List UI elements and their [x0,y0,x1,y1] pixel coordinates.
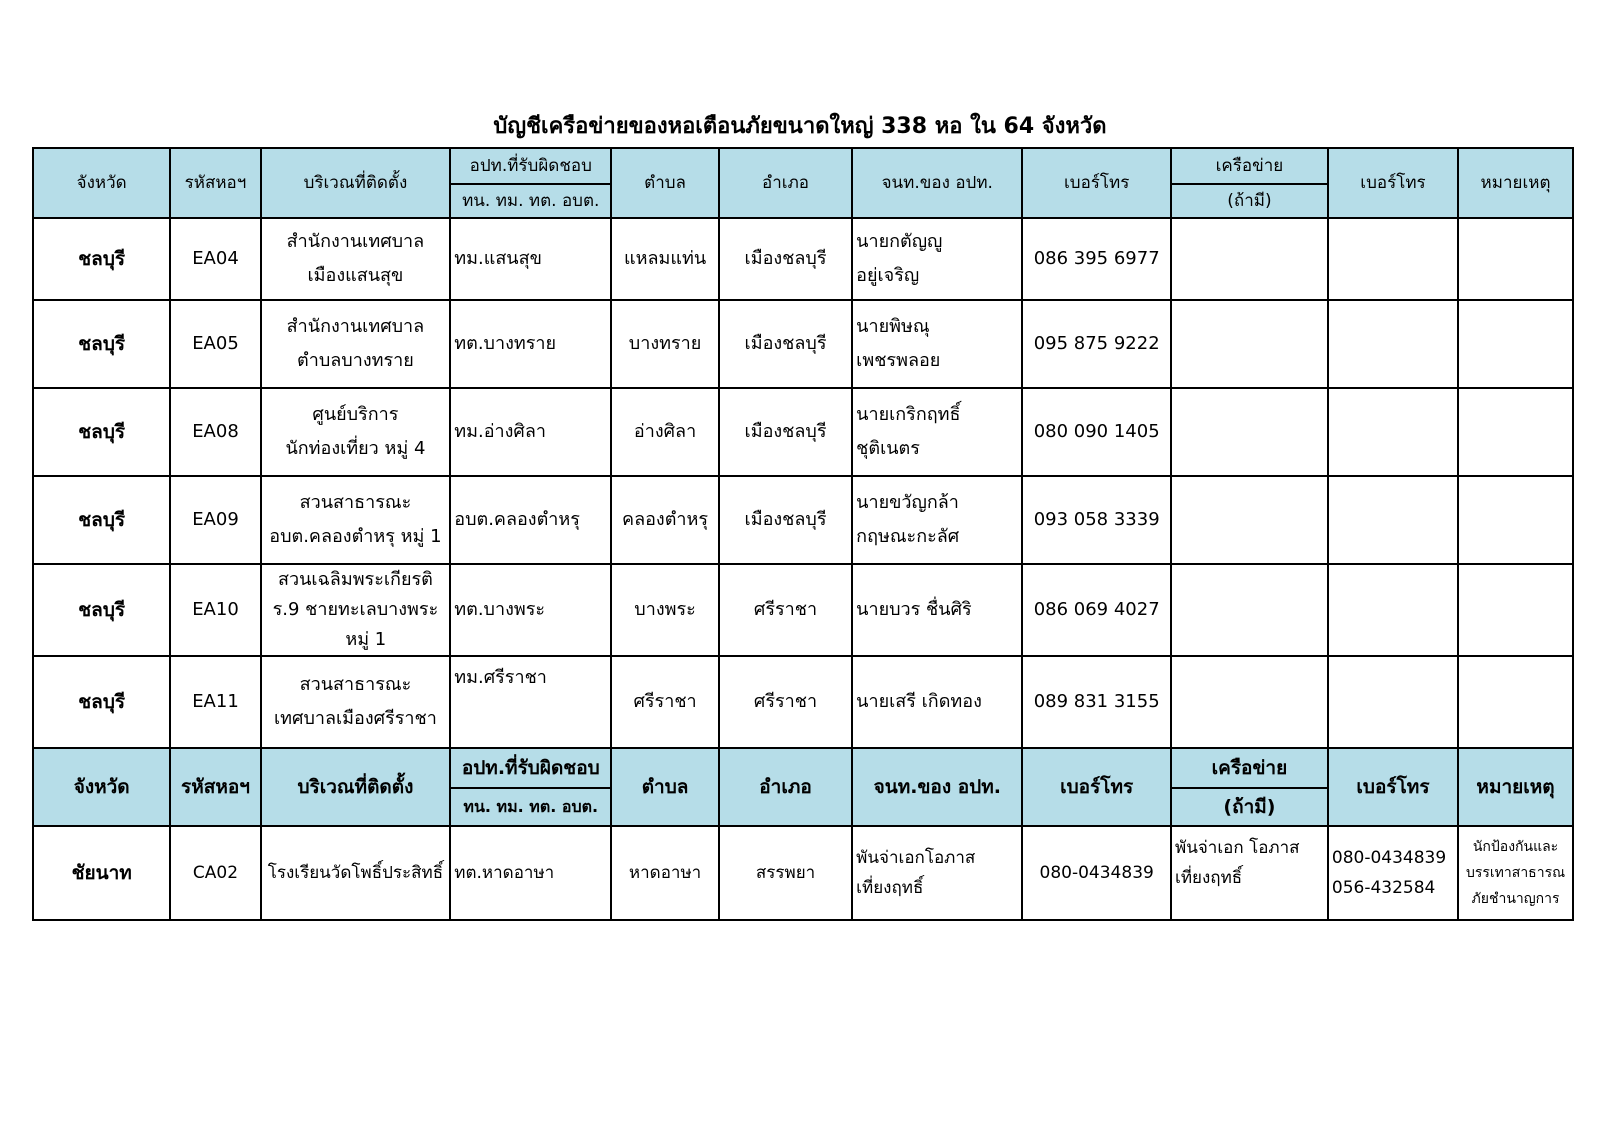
cell-network [1171,300,1328,388]
cell-code: EA11 [170,656,260,748]
cell-code: EA04 [170,218,260,300]
cell-officer: พันจ่าเอกโอภาส เที่ยงฤทธิ์ [852,826,1022,920]
cell-network [1171,388,1328,476]
col-phone2: เบอร์โทร [1328,148,1458,218]
cell-district: ศรีราชา [719,656,852,748]
col-phone2: เบอร์โทร [1328,748,1458,826]
table-row [33,476,1573,564]
cell-network: พันจ่าเอก โอภาส เที่ยงฤทธิ์ [1171,826,1328,920]
cell-remark [1458,656,1573,748]
cell-subdistrict: ศรีราชา [611,656,719,748]
cell-subdistrict: อ่างศิลา [611,388,719,476]
cell-remark [1458,476,1573,564]
cell-subdistrict: หาดอาษา [611,826,719,920]
cell-phone: 080 090 1405 [1022,388,1171,476]
cell-lao: อบต.คลองตำหรุ [450,476,611,564]
cell-subdistrict: แหลมแท่น [611,218,719,300]
cell-phone: 086 069 4027 [1022,564,1171,656]
cell-officer: นายเสรี เกิดทอง [852,656,1022,748]
cell-subdistrict: คลองตำหรุ [611,476,719,564]
col-lao-types: ทน. ทม. ทต. อบต. [450,184,611,218]
col-lao-responsible: อปท.ที่รับผิดชอบ [450,748,611,788]
page-title: บัญชีเครือข่ายของหอเตือนภัยขนาดใหญ่ 338 หอ ใน 64 จังหวัด [493,114,1107,139]
cell-location: สำนักงานเทศบาล ตำบลบางทราย [261,300,451,388]
cell-network [1171,564,1328,656]
cell-province: ชลบุรี [33,476,170,564]
col-province: จังหวัด [33,148,170,218]
cell-phone: 093 058 3339 [1022,476,1171,564]
cell-location: สวนสาธารณะ อบต.คลองตำหรุ หมู่ 1 [261,476,451,564]
col-location: บริเวณที่ติดตั้ง [261,148,451,218]
col-remark: หมายเหตุ [1458,148,1573,218]
cell-lao: ทต.หาดอาษา [450,826,611,920]
table-row [33,826,1573,920]
cell-province: ชลบุรี [33,218,170,300]
col-subdistrict: ตำบล [611,748,719,826]
cell-phone2 [1328,218,1458,300]
cell-phone2 [1328,388,1458,476]
cell-province: ชลบุรี [33,656,170,748]
cell-district: เมืองชลบุรี [719,476,852,564]
cell-phone: 080-0434839 [1022,826,1171,920]
cell-province: ชลบุรี [33,388,170,476]
col-lao-types: ทน. ทม. ทต. อบต. [450,788,611,826]
cell-phone2 [1328,656,1458,748]
col-network-note: (ถ้ามี) [1171,184,1328,218]
col-network: เครือข่าย [1171,148,1328,184]
cell-phone2 [1328,564,1458,656]
col-phone: เบอร์โทร [1022,748,1171,826]
col-network: เครือข่าย [1171,748,1328,788]
cell-district: สรรพยา [719,826,852,920]
col-officer: จนท.ของ อปท. [852,148,1022,218]
cell-officer: นายกตัญญู อยู่เจริญ [852,218,1022,300]
cell-lao: ทม.อ่างศิลา [450,388,611,476]
col-district: อำเภอ [719,148,852,218]
cell-province: ชัยนาท [33,826,170,920]
cell-phone: 086 395 6977 [1022,218,1171,300]
cell-subdistrict: บางทราย [611,300,719,388]
col-tower-code: รหัสหอฯ [170,148,260,218]
cell-phone: 095 875 9222 [1022,300,1171,388]
cell-remark [1458,300,1573,388]
col-location: บริเวณที่ติดตั้ง [261,748,451,826]
col-subdistrict: ตำบล [611,148,719,218]
network-table [32,147,1574,921]
cell-district: เมืองชลบุรี [719,300,852,388]
cell-lao: ทต.บางพระ [450,564,611,656]
cell-lao: ทม.แสนสุข [450,218,611,300]
cell-officer: นายพิษณุ เพชรพลอย [852,300,1022,388]
cell-network [1171,218,1328,300]
table-header-repeat [33,748,1573,788]
cell-remark [1458,564,1573,656]
cell-officer: นายขวัญกล้า กฤษณะกะลัศ [852,476,1022,564]
cell-district: เมืองชลบุรี [719,218,852,300]
cell-code: EA09 [170,476,260,564]
cell-phone2 [1328,476,1458,564]
cell-district: ศรีราชา [719,564,852,656]
cell-phone: 089 831 3155 [1022,656,1171,748]
table-header [33,148,1573,184]
cell-remark [1458,218,1573,300]
cell-province: ชลบุรี [33,564,170,656]
cell-officer: นายเกริกฤทธิ์ ชุติเนตร [852,388,1022,476]
col-phone: เบอร์โทร [1022,148,1171,218]
table-row [33,300,1573,388]
cell-province: ชลบุรี [33,300,170,388]
cell-location: สวนสาธารณะ เทศบาลเมืองศรีราชา [261,656,451,748]
cell-code: EA08 [170,388,260,476]
cell-lao: ทต.บางทราย [450,300,611,388]
col-network-note: (ถ้ามี) [1171,788,1328,826]
cell-phone2: 080-0434839 056-432584 [1328,826,1458,920]
cell-location: สวนเฉลิมพระเกียรติ ร.9 ชายทะเลบางพระ หมู่ 1 [261,564,451,656]
table-row [33,218,1573,300]
table-row [33,388,1573,476]
table-row [33,564,1573,656]
col-district: อำเภอ [719,748,852,826]
cell-subdistrict: บางพระ [611,564,719,656]
cell-district: เมืองชลบุรี [719,388,852,476]
cell-officer: นายบวร ชื่นศิริ [852,564,1022,656]
cell-network [1171,476,1328,564]
cell-location: สำนักงานเทศบาล เมืองแสนสุข [261,218,451,300]
cell-code: CA02 [170,826,260,920]
cell-location: ศูนย์บริการ นักท่องเที่ยว หมู่ 4 [261,388,451,476]
cell-network [1171,656,1328,748]
cell-remark: นักป้องกันและ บรรเทาสาธารณ ภัยชำนาญการ [1458,826,1573,920]
cell-code: EA10 [170,564,260,656]
col-lao-responsible: อปท.ที่รับผิดชอบ [450,148,611,184]
cell-phone2 [1328,300,1458,388]
cell-remark [1458,388,1573,476]
cell-location: โรงเรียนวัดโพธิ์ประสิทธิ์ [261,826,451,920]
col-officer: จนท.ของ อปท. [852,748,1022,826]
cell-lao: ทม.ศรีราชา [450,656,611,748]
col-remark: หมายเหตุ [1458,748,1573,826]
table-row [33,656,1573,748]
cell-code: EA05 [170,300,260,388]
col-province: จังหวัด [33,748,170,826]
col-tower-code: รหัสหอฯ [170,748,260,826]
